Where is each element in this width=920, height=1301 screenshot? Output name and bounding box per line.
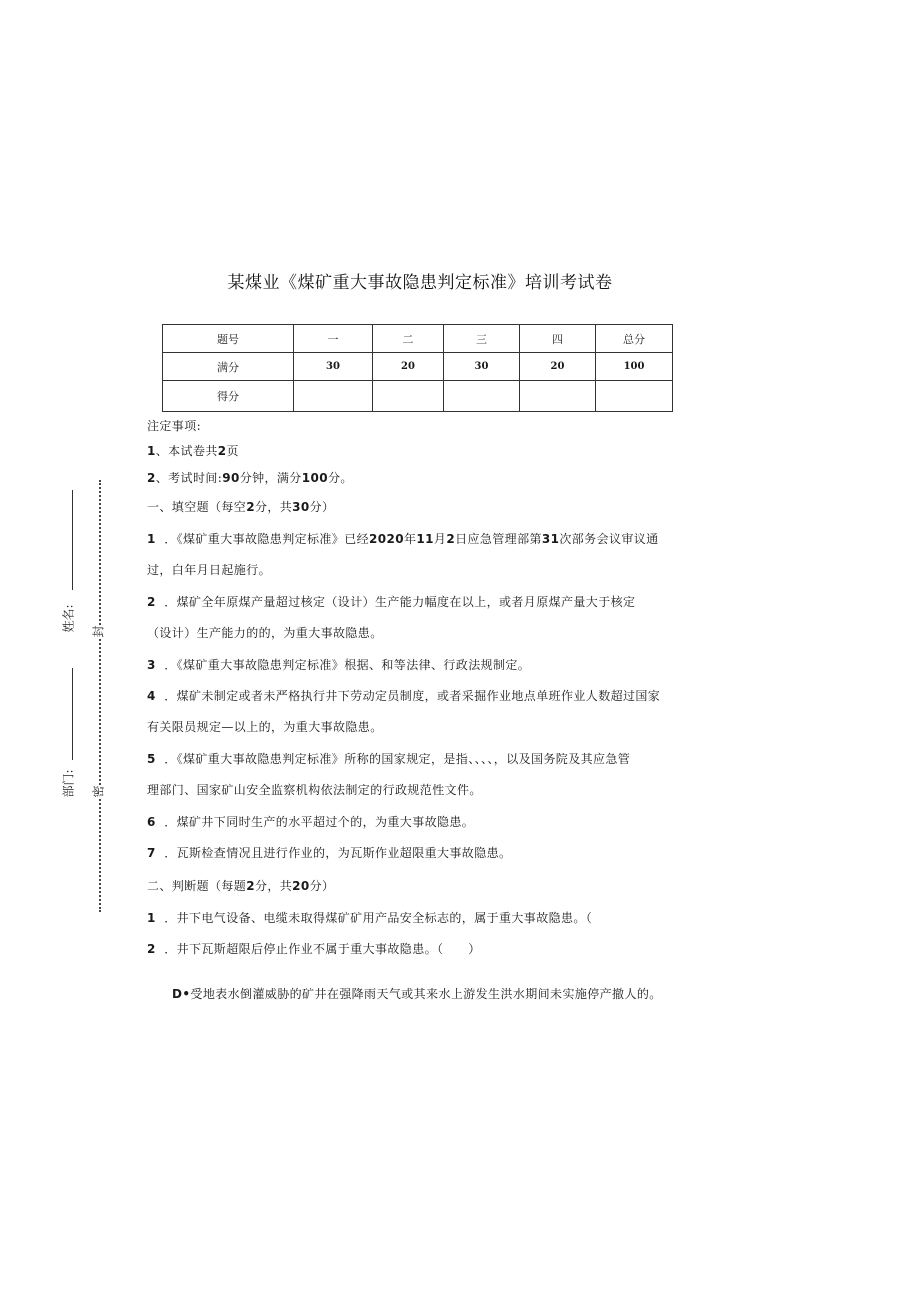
question-value: 2 <box>446 532 456 546</box>
full-score-label: 满分 <box>163 353 294 381</box>
heading-number: 2 <box>246 879 255 893</box>
question-text: ．《煤矿重大事故隐患判定标准》所称的国家规定，是指、、、、，以及国务院及其应急管 <box>164 752 631 766</box>
question-number: 1 <box>147 532 156 546</box>
question-number: 5 <box>147 752 156 766</box>
score-table-full-row <box>163 353 673 381</box>
heading-text: 分，共 <box>254 879 293 893</box>
heading-number: 2 <box>246 500 255 514</box>
question-number: 7 <box>147 846 156 860</box>
section1-heading <box>147 499 334 515</box>
item-prefix: D• <box>172 987 191 1001</box>
s1-question-3 <box>147 657 530 673</box>
binding-dotted-line <box>99 480 101 912</box>
note-number: 100 <box>301 471 328 485</box>
header-cell: 四 <box>520 325 596 353</box>
score-table-header-row <box>163 325 673 353</box>
section2-heading <box>147 878 334 894</box>
notes-heading: 注定事项: <box>147 419 202 433</box>
header-cell: 二 <box>373 325 444 353</box>
question-text: 次部务会议审议通 <box>559 532 659 546</box>
dept-underline <box>72 668 73 760</box>
question-text: 月 <box>433 532 447 546</box>
heading-number: 20 <box>292 879 310 893</box>
note-number: 2 <box>147 471 156 485</box>
got-score-label: 得分 <box>163 381 294 412</box>
seal-char: 封 <box>91 625 106 638</box>
full-score-cell: 20 <box>373 353 444 381</box>
header-cell: 三 <box>444 325 520 353</box>
s1-question-1-cont: 过，白年月日起施行。 <box>147 563 272 577</box>
question-value: 31 <box>541 532 560 546</box>
full-score-cell: 30 <box>444 353 520 381</box>
note-number: 2 <box>217 444 227 458</box>
header-cell: 题号 <box>163 325 294 353</box>
got-score-cell[interactable] <box>294 381 373 412</box>
got-score-cell[interactable] <box>520 381 596 412</box>
note-number: 1 <box>147 444 156 458</box>
note-text: 页 <box>226 444 239 458</box>
heading-text: 分） <box>309 500 335 514</box>
question-value: 11 <box>416 532 434 546</box>
note-text: 、本试卷共 <box>155 444 218 458</box>
heading-text: 一、填空题（每空 <box>147 500 247 514</box>
s1-question-1 <box>147 531 659 547</box>
question-value: 2020 <box>369 532 404 546</box>
question-number: 6 <box>147 815 156 829</box>
s1-question-6 <box>147 814 474 830</box>
heading-text: 分，共 <box>254 500 293 514</box>
heading-text: 二、判断题（每题 <box>147 879 247 893</box>
s1-question-5-cont: 理部门、国家矿山安全监察机构依法制定的行政规范性文件。 <box>147 783 482 797</box>
question-number: 3 <box>147 658 156 672</box>
question-number: 2 <box>147 595 156 609</box>
header-cell: 一 <box>294 325 373 353</box>
secret-char: 密 <box>91 785 106 798</box>
score-table-got-row <box>163 381 673 412</box>
exam-title: 某煤业《煤矿重大事故隐患判定标准》培训考试卷 <box>227 273 613 293</box>
question-text: ．《煤矿重大事故隐患判定标准》根据、和等法律、行政法规制定。 <box>164 658 531 672</box>
question-text: 年 <box>404 532 417 546</box>
note-text: 分钟，满分 <box>239 471 302 485</box>
s1-question-5 <box>147 751 630 767</box>
s2-question-2 <box>147 941 481 957</box>
item-text: 受地表水倒灌威胁的矿井在强降雨天气或其来水上游发生洪水期间未实施停产撤人的。 <box>190 987 662 1001</box>
question-text: ．瓦斯检查情况且进行作业的，为瓦斯作业超限重大事故隐患。 <box>164 846 512 860</box>
question-number: 4 <box>147 689 156 703</box>
s1-question-2-cont: （设计）生产能力的的，为重大事故隐患。 <box>147 626 383 640</box>
s1-question-4-cont: 有关限员规定—以上的，为重大事故隐患。 <box>147 720 383 734</box>
question-text: ．井下瓦斯超限后停止作业不属于重大事故隐患。（ ） <box>164 942 481 956</box>
heading-number: 30 <box>292 500 310 514</box>
score-table <box>162 324 673 412</box>
full-score-cell: 20 <box>520 353 596 381</box>
header-cell: 总分 <box>596 325 673 353</box>
got-score-cell[interactable] <box>444 381 520 412</box>
s1-question-7 <box>147 845 511 861</box>
s1-question-4 <box>147 688 660 704</box>
question-text: ．煤矿全年原煤产量超过核定（设计）生产能力幅度在以上，或者月原煤产量大于核定 <box>164 595 636 609</box>
s2-question-1 <box>147 910 592 926</box>
question-number: 2 <box>147 942 156 956</box>
note-number: 90 <box>222 471 240 485</box>
question-number: 1 <box>147 911 156 925</box>
note-item-1 <box>147 443 239 459</box>
s1-question-2 <box>147 594 635 610</box>
name-underline <box>72 490 73 590</box>
dept-label: 部门: <box>61 769 76 798</box>
full-score-cell: 30 <box>294 353 373 381</box>
note-text: 分。 <box>327 471 353 485</box>
full-score-cell: 100 <box>596 353 673 381</box>
name-label: 姓名: <box>61 604 76 633</box>
heading-text: 分） <box>309 879 335 893</box>
question-text: ．《煤矿重大事故隐患判定标准》已经 <box>164 532 369 546</box>
s2-item-d <box>172 986 662 1002</box>
question-text: ．煤矿未制定或者未严格执行井下劳动定员制度，或者采掘作业地点单班作业人数超过国家 <box>164 689 661 703</box>
question-text: 日应急管理部第 <box>455 532 542 546</box>
question-text: ．井下电气设备、电缆未取得煤矿矿用产品安全标志的，属于重大事故隐患。（ <box>164 911 593 925</box>
note-item-2 <box>147 470 353 486</box>
note-text: 、考试时间: <box>155 471 223 485</box>
got-score-cell[interactable] <box>596 381 673 412</box>
question-text: ．煤矿井下同时生产的水平超过个的，为重大事故隐患。 <box>164 815 475 829</box>
got-score-cell[interactable] <box>373 381 444 412</box>
